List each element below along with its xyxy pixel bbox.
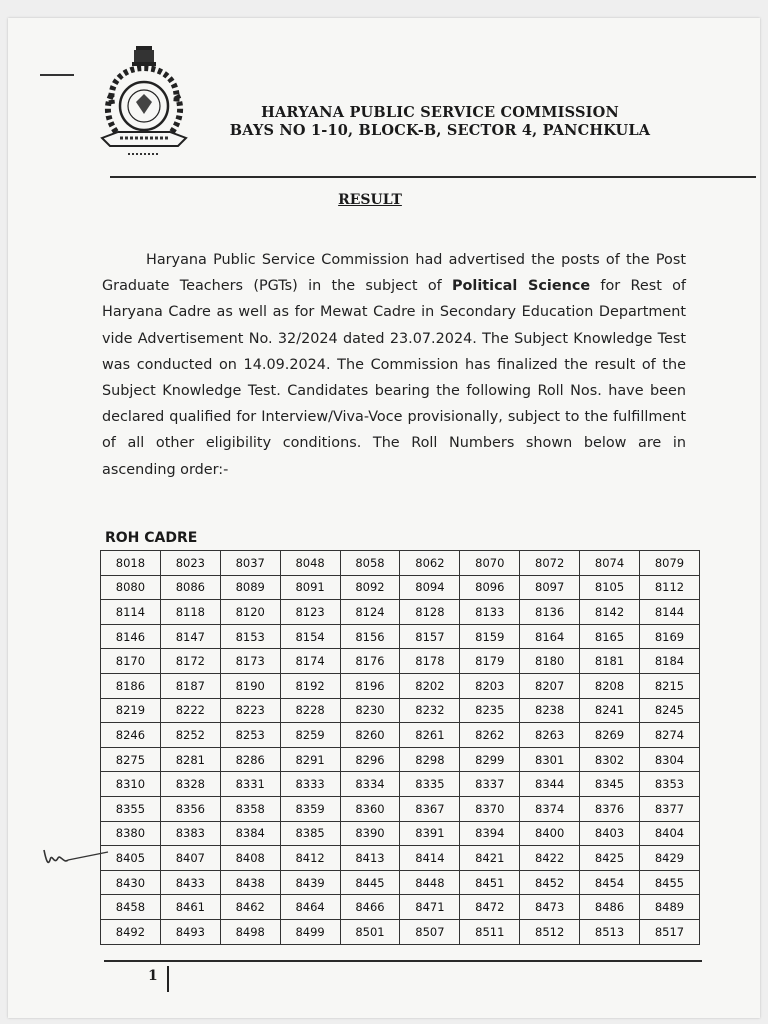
table-row (101, 600, 700, 625)
roll-number-cell: 8178 (400, 649, 460, 674)
roll-number-cell: 8421 (460, 846, 520, 871)
roll-number-cell: 8208 (580, 673, 640, 698)
roll-number-cell: 8190 (220, 673, 280, 698)
table-row (101, 846, 700, 871)
roll-number-cell: 8335 (400, 772, 460, 797)
page-number: 1 (148, 968, 158, 984)
roll-number-cell: 8501 (340, 919, 400, 944)
roll-number-cell: 8120 (220, 600, 280, 625)
roll-number-cell: 8232 (400, 698, 460, 723)
table-row (101, 796, 700, 821)
roll-number-cell: 8112 (640, 575, 700, 600)
roll-number-cell: 8253 (220, 723, 280, 748)
letterhead (200, 104, 680, 140)
roll-number-cell: 8086 (160, 575, 220, 600)
roll-number-cell: 8176 (340, 649, 400, 674)
roll-number-cell: 8123 (280, 600, 340, 625)
roll-number-cell: 8219 (101, 698, 161, 723)
roll-number-cell: 8337 (460, 772, 520, 797)
roll-number-cell: 8246 (101, 723, 161, 748)
roll-number-cell: 8377 (640, 796, 700, 821)
handwritten-margin-mark (42, 840, 112, 870)
roll-number-cell: 8023 (160, 551, 220, 576)
roll-number-cell: 8404 (640, 821, 700, 846)
table-row (101, 747, 700, 772)
roll-number-cell: 8358 (220, 796, 280, 821)
roll-number-cell: 8192 (280, 673, 340, 698)
roll-number-cell: 8385 (280, 821, 340, 846)
roll-number-cell: 8157 (400, 624, 460, 649)
roll-number-cell: 8222 (160, 698, 220, 723)
roll-number-cell: 8360 (340, 796, 400, 821)
roll-number-cell: 8422 (520, 846, 580, 871)
roll-number-cell: 8344 (520, 772, 580, 797)
table-row (101, 649, 700, 674)
roll-number-cell: 8430 (101, 870, 161, 895)
roll-number-cell: 8105 (580, 575, 640, 600)
roll-number-cell: 8452 (520, 870, 580, 895)
roll-number-cell: 8048 (280, 551, 340, 576)
roll-number-cell: 8202 (400, 673, 460, 698)
result-title: RESULT (338, 192, 402, 208)
roll-number-cell: 8165 (580, 624, 640, 649)
roll-number-cell: 8298 (400, 747, 460, 772)
roll-number-cell: 8461 (160, 895, 220, 920)
roll-number-cell: 8230 (340, 698, 400, 723)
roll-number-cell: 8114 (101, 600, 161, 625)
roll-number-cell: 8413 (340, 846, 400, 871)
roll-number-cell: 8089 (220, 575, 280, 600)
roll-number-cell: 8493 (160, 919, 220, 944)
roll-number-cell: 8498 (220, 919, 280, 944)
roll-number-cell: 8136 (520, 600, 580, 625)
roll-number-cell: 8215 (640, 673, 700, 698)
table-row (101, 772, 700, 797)
roll-number-cell: 8238 (520, 698, 580, 723)
roll-number-cell: 8186 (101, 673, 161, 698)
roll-number-cell: 8391 (400, 821, 460, 846)
roll-number-cell: 8070 (460, 551, 520, 576)
roll-number-cell: 8169 (640, 624, 700, 649)
roll-number-cell: 8262 (460, 723, 520, 748)
roll-number-cell: 8245 (640, 698, 700, 723)
roll-number-cell: 8400 (520, 821, 580, 846)
roll-number-cell: 8438 (220, 870, 280, 895)
header-divider (110, 176, 756, 178)
roll-number-cell: 8374 (520, 796, 580, 821)
roll-number-cell: 8164 (520, 624, 580, 649)
roll-number-cell: 8429 (640, 846, 700, 871)
roll-number-cell: 8380 (101, 821, 161, 846)
org-address: BAYS NO 1-10, BLOCK-B, SECTOR 4, PANCHKULA (229, 122, 651, 139)
roll-number-cell: 8291 (280, 747, 340, 772)
roll-number-cell: 8394 (460, 821, 520, 846)
roll-number-cell: 8261 (400, 723, 460, 748)
roll-number-cell: 8207 (520, 673, 580, 698)
roll-number-cell: 8153 (220, 624, 280, 649)
roll-number-cell: 8464 (280, 895, 340, 920)
hpsc-emblem-icon (98, 42, 190, 172)
roll-number-cell: 8074 (580, 551, 640, 576)
roll-number-cell: 8181 (580, 649, 640, 674)
roll-number-cell: 8170 (101, 649, 161, 674)
roll-number-cell: 8259 (280, 723, 340, 748)
roll-number-cell: 8180 (520, 649, 580, 674)
subject-name: Political Science (452, 278, 591, 295)
roll-number-cell: 8118 (160, 600, 220, 625)
margin-dash (40, 74, 74, 76)
roll-number-cell: 8133 (460, 600, 520, 625)
roll-number-cell: 8507 (400, 919, 460, 944)
roll-number-cell: 8174 (280, 649, 340, 674)
roll-number-cell: 8512 (520, 919, 580, 944)
roll-number-cell: 8142 (580, 600, 640, 625)
roll-number-cell: 8228 (280, 698, 340, 723)
roll-number-cell: 8269 (580, 723, 640, 748)
roll-number-cell: 8370 (460, 796, 520, 821)
roll-number-cell: 8310 (101, 772, 161, 797)
roll-number-cell: 8058 (340, 551, 400, 576)
roll-number-cell: 8333 (280, 772, 340, 797)
roll-number-cell: 8445 (340, 870, 400, 895)
roll-number-cell: 8079 (640, 551, 700, 576)
roll-number-cell: 8499 (280, 919, 340, 944)
roll-number-cell: 8263 (520, 723, 580, 748)
roll-number-cell: 8466 (340, 895, 400, 920)
roll-number-cell: 8439 (280, 870, 340, 895)
roll-number-cell: 8094 (400, 575, 460, 600)
roll-number-cell: 8281 (160, 747, 220, 772)
roll-number-cell: 8173 (220, 649, 280, 674)
table-row (101, 551, 700, 576)
roll-number-cell: 8097 (520, 575, 580, 600)
roll-number-cell: 8405 (101, 846, 161, 871)
table-row (101, 698, 700, 723)
table-row (101, 895, 700, 920)
roll-number-cell: 8172 (160, 649, 220, 674)
table-row (101, 575, 700, 600)
roll-number-cell: 8471 (400, 895, 460, 920)
roll-number-cell: 8124 (340, 600, 400, 625)
roll-number-cell: 8184 (640, 649, 700, 674)
roll-number-cell: 8425 (580, 846, 640, 871)
roll-number-cell: 8286 (220, 747, 280, 772)
roll-number-cell: 8203 (460, 673, 520, 698)
table-row (101, 919, 700, 944)
roll-number-cell: 8489 (640, 895, 700, 920)
roll-number-cell: 8345 (580, 772, 640, 797)
roll-number-cell: 8302 (580, 747, 640, 772)
roll-number-cell: 8458 (101, 895, 161, 920)
roll-number-cell: 8091 (280, 575, 340, 600)
roll-number-cell: 8260 (340, 723, 400, 748)
roll-number-cell: 8301 (520, 747, 580, 772)
paragraph-part-2: for Rest of Haryana Cadre as well as for Mewat Cadre in Secondary Education Department vide Advertisement No. 32/2024 dated 23.07.2024. The Subject Knowledge Test was conducted on 14.09.2024. The Commission has finalized the result of the Subject Knowledge Test. Candidates bearing the following Roll Nos. have been declared qualified for Interview/Viva-Voce provisionally, subject to the fulfillment of all other eligibility conditions. The Roll Numbers shown below are in ascending order:- (102, 278, 687, 478)
roll-number-cell: 8486 (580, 895, 640, 920)
roll-number-cell: 8412 (280, 846, 340, 871)
roll-number-cell: 8096 (460, 575, 520, 600)
footer-divider (104, 960, 702, 962)
roll-number-cell: 8367 (400, 796, 460, 821)
roll-number-cell: 8144 (640, 600, 700, 625)
roll-number-cell: 8037 (220, 551, 280, 576)
roll-number-cell: 8334 (340, 772, 400, 797)
roll-number-cell: 8451 (460, 870, 520, 895)
roll-number-cell: 8187 (160, 673, 220, 698)
paragraph-part-1: Haryana Public Service Commission had advertised the posts of the Post Graduate Teachers (PGTs) in the subject of (102, 252, 686, 295)
roll-number-cell: 8355 (101, 796, 161, 821)
cadre-title: ROH CADRE (105, 530, 198, 546)
roll-number-cell: 8376 (580, 796, 640, 821)
roll-number-cell: 8092 (340, 575, 400, 600)
roll-number-cell: 8062 (400, 551, 460, 576)
roll-number-cell: 8383 (160, 821, 220, 846)
roll-number-cell: 8275 (101, 747, 161, 772)
table-row (101, 723, 700, 748)
roll-number-cell: 8156 (340, 624, 400, 649)
roll-number-cell: 8517 (640, 919, 700, 944)
roll-number-cell: 8513 (580, 919, 640, 944)
roll-number-cell: 8235 (460, 698, 520, 723)
roll-number-cell: 8511 (460, 919, 520, 944)
roll-number-cell: 8179 (460, 649, 520, 674)
table-row (101, 624, 700, 649)
table-row (101, 821, 700, 846)
roll-number-cell: 8146 (101, 624, 161, 649)
table-row (101, 673, 700, 698)
roll-number-cell: 8252 (160, 723, 220, 748)
roll-number-cell: 8472 (460, 895, 520, 920)
roll-number-cell: 8241 (580, 698, 640, 723)
roll-number-cell: 8128 (400, 600, 460, 625)
roll-number-cell: 8356 (160, 796, 220, 821)
roll-number-cell: 8072 (520, 551, 580, 576)
roll-number-cell: 8299 (460, 747, 520, 772)
roll-number-cell: 8433 (160, 870, 220, 895)
page-number-bar (167, 966, 169, 992)
roll-number-cell: 8359 (280, 796, 340, 821)
roll-number-table (100, 550, 700, 945)
roll-number-cell: 8304 (640, 747, 700, 772)
roll-number-cell: 8408 (220, 846, 280, 871)
roll-number-cell: 8390 (340, 821, 400, 846)
roll-number-cell: 8328 (160, 772, 220, 797)
roll-number-cell: 8492 (101, 919, 161, 944)
roll-number-cell: 8159 (460, 624, 520, 649)
org-name: HARYANA PUBLIC SERVICE COMMISSION (261, 104, 619, 121)
roll-number-cell: 8454 (580, 870, 640, 895)
roll-number-cell: 8331 (220, 772, 280, 797)
roll-number-cell: 8196 (340, 673, 400, 698)
roll-number-cell: 8353 (640, 772, 700, 797)
roll-number-cell: 8018 (101, 551, 161, 576)
roll-number-cell: 8455 (640, 870, 700, 895)
roll-number-cell: 8384 (220, 821, 280, 846)
roll-number-cell: 8154 (280, 624, 340, 649)
roll-number-cell: 8080 (101, 575, 161, 600)
roll-number-cell: 8403 (580, 821, 640, 846)
roll-number-cell: 8223 (220, 698, 280, 723)
table-row (101, 870, 700, 895)
roll-number-cell: 8274 (640, 723, 700, 748)
roll-number-cell: 8473 (520, 895, 580, 920)
roll-number-cell: 8407 (160, 846, 220, 871)
roll-number-cell: 8448 (400, 870, 460, 895)
roll-number-cell: 8414 (400, 846, 460, 871)
roll-number-cell: 8147 (160, 624, 220, 649)
roll-number-cell: 8462 (220, 895, 280, 920)
roll-number-cell: 8296 (340, 747, 400, 772)
result-paragraph (102, 247, 686, 483)
